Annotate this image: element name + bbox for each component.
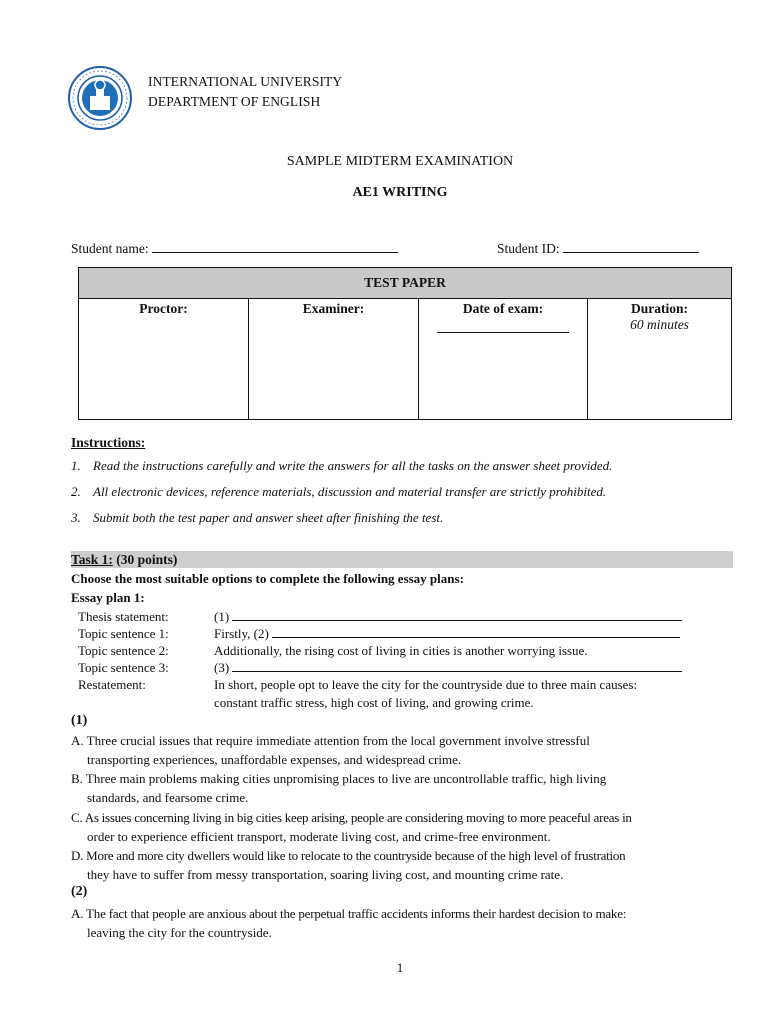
student-name-line [152, 242, 398, 253]
duration-label: Duration: [631, 301, 688, 316]
test-paper-table [78, 267, 732, 420]
student-name-field [71, 241, 398, 257]
instructions-title: Instructions: [71, 435, 146, 450]
essay-plan-title: Essay plan 1: [71, 590, 145, 605]
student-id-field [497, 241, 699, 257]
question-1-label: (1) [71, 713, 88, 728]
student-name-label: Student name: [71, 241, 149, 256]
proctor-cell [79, 299, 249, 420]
q1-option-c: C. As issues concerning living in big cities keep arising, people are considering moving to more peaceful areas in order to experience efficient transport, moderate living cost, and crime-free environment. [71, 810, 632, 844]
date-line [437, 322, 569, 333]
exam-subject: AE1 WRITING [352, 185, 448, 200]
institution-block [148, 72, 342, 112]
duration-value: 60 minutes [630, 317, 689, 332]
q2-option-a: A. The fact that people are anxious about the perpetual traffic accidents informs their hardest decision to make: leaving the city for the countryside. [71, 906, 627, 940]
q1-option-a: A. Three crucial issues that require immediate attention from the local government involve stressful transporting experiences, unaffordable expenses, and widespread crime. [71, 733, 590, 767]
answer-line [232, 610, 682, 621]
q1-option-d: D. More and more city dwellers would like to relocate to the countryside because of the high level of frustration they have to suffer from messy transportation, soaring living cost, and mounting crime rate. [71, 848, 626, 882]
student-id-line [563, 242, 699, 253]
task1-prompt: Choose the most suitable options to complete the following essay plans: [71, 571, 464, 586]
date-cell [419, 299, 588, 420]
q1-option-b: B. Three main problems making cities unpromising places to live are uncontrollable traffic, high living standards, and fearsome crime. [71, 771, 607, 805]
examiner-label: Examiner: [302, 301, 365, 316]
department-name: DEPARTMENT OF ENGLISH [148, 94, 321, 109]
answer-line [272, 627, 680, 638]
task1-label: Task 1: [71, 552, 113, 567]
university-name: INTERNATIONAL UNIVERSITY [148, 74, 343, 89]
task1-points: (30 points) [116, 552, 178, 567]
answer-line [232, 661, 682, 672]
page-number: 1 [396, 960, 404, 975]
university-logo [68, 66, 132, 130]
task1-header [71, 551, 733, 568]
student-id-label: Student ID: [497, 241, 560, 256]
question-2-label: (2) [71, 884, 88, 899]
test-paper-heading: TEST PAPER [79, 268, 732, 299]
date-label: Date of exam: [462, 301, 544, 316]
proctor-label: Proctor: [139, 301, 188, 316]
examiner-cell [249, 299, 419, 420]
exam-title: SAMPLE MIDTERM EXAMINATION [286, 154, 514, 169]
duration-cell [588, 299, 732, 420]
